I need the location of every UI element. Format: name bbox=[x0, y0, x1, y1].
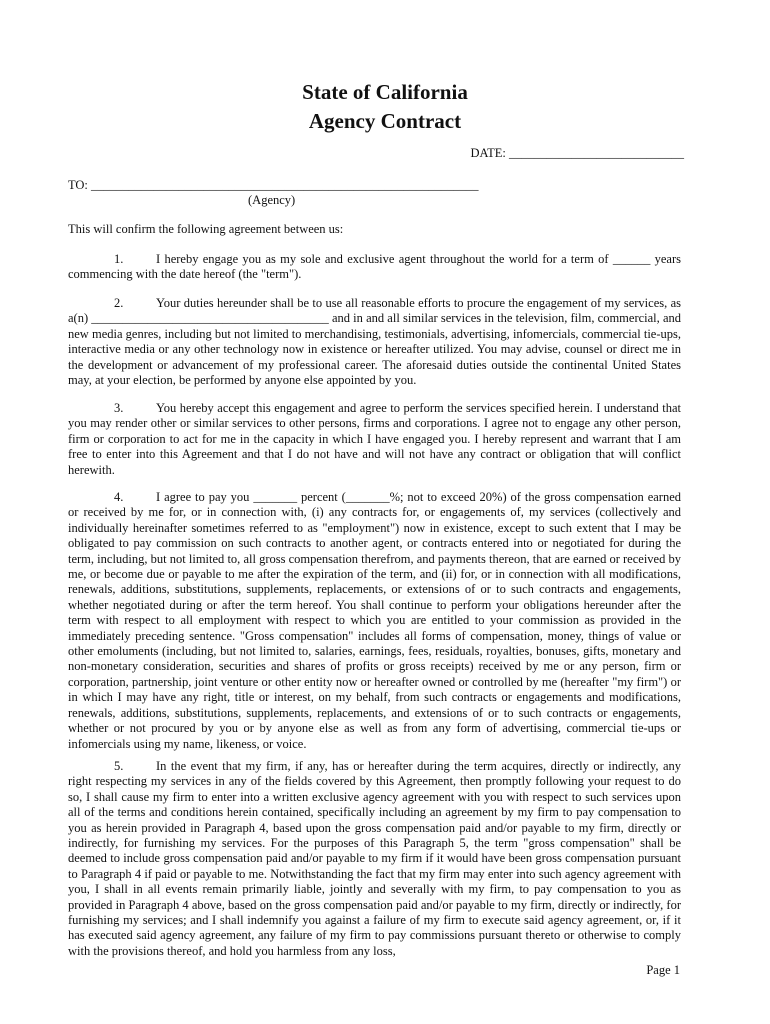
paragraph-text: You hereby accept this engagement and agree to perform the services specified herein. I understand that you may render other or similar services to other persons, firms and corporations. I agree not to engage any other person, firm or corporation to act for me in the capacity in which I have engaged you. I hereby represent and warrant that I am free to enter into this Agreement and that I do not have and will not have any contract or obligation that will conflict herewith. bbox=[68, 401, 681, 477]
document-subtitle: Agency Contract bbox=[308, 109, 462, 133]
paragraph-3 bbox=[68, 401, 681, 478]
agency-label: (Agency) bbox=[248, 193, 296, 207]
paragraph-number: 1. bbox=[114, 252, 124, 266]
paragraph-4 bbox=[68, 490, 681, 752]
paragraph-2 bbox=[68, 296, 681, 388]
paragraph-text: I agree to pay you _______ percent (_______%; not to exceed 20%) of the gross compensation earned or received by me for, or in connection with, (i) any contracts for, or engagements of, my services (collectively and individually hereinafter sometimes referred to as "employment") now in existence, except to such extent that I may be obligated to pay commission on such contracts to another agent, or contracts entered into or negotiated for during the term, including, but not limited to, all gross compensation therefrom, and payments thereon, that are earned or received by me, or become due or payable to me after the expiration of the term, and (ii) for, or in connection with all modifications, renewals, additions, substitutions, supplements, replacements, or extensions of or to such contracts and engagements, whether negotiated during or after the term hereof. You shall continue to perform your obligations hereunder after the term with respect to all employment with respect to which you are entitled to your commission as provided in the immediately preceding sentence. "Gross compensation" includes all forms of compensation, money, things of value or other emoluments (including, but not limited to, salaries, earnings, fees, residuals, royalties, bonuses, gifts, monetary and non-monetary consideration, securities and shares of profits or gross receipts) received by me or any person, firm or corporation, partnership, joint venture or other entity now or hereafter owned or controlled by me (hereafter "my firm") or in which I may have any right, title or interest, on my behalf, from such contracts or engagements and modifications, renewals, additions, substitutions, supplements, replacements, and extensions of or to such contracts or engagements, whether or not procured by you or by anyone else as well as from any form of advertising, commercial tie-ups or infomercials using my name, likeness, or voice. bbox=[68, 490, 681, 751]
paragraph-text: In the event that my firm, if any, has or hereafter during the term acquires, directly or indirectly, any right respecting my services in any of the fields covered by this Agreement, then promptly following your request to do so, I shall cause my firm to enter into a written exclusive agency agreement with you with respect to such services upon all of the terms and conditions herein contained, specifically including an agreement by my firm to pay compensation to you as herein provided in Paragraph 4, based upon the gross compensation paid and/or payable to my firm, directly or indirectly, for furnishing my services. For the purposes of this Paragraph 5, the term "gross compensation" shall be deemed to include gross compensation paid and/or payable to my firm if it would have been gross compensation pursuant to Paragraph 4 if paid or payable to me. Notwithstanding the fact that my firm may enter into such agency agreement with you, I shall in all events remain primarily liable, jointly and severally with my firm, to pay compensation to you as provided in Paragraph 4 above, based on the gross compensation paid and/or payable to my firm, directly or indirectly, for furnishing my services; and I shall indemnify you against a failure of my firm to execute said agency agreement, or, if it has executed said agency agreement, any failure of my firm to pay commissions pursuant thereto or otherwise to comply with the provisions thereof, and hold you harmless from any loss, bbox=[68, 759, 681, 958]
paragraph-text: Your duties hereunder shall be to use all reasonable efforts to procure the engagement of my services, as a(n) ______________________________________ and in and all similar services in the television, film, commercial, and new media genres, including but not limited to merchandising, testimonials, advertising, infomercials, commercial tie-ups, interactive media or any other technology now in existence or hereafter utilized. You may advise, counsel or direct me in the development or advancement of my professional career. The aforesaid duties outside the continental United States may, at your election, be performed by anyone else appointed by you. bbox=[68, 296, 681, 388]
paragraph-5 bbox=[68, 759, 681, 959]
document-title: State of California bbox=[302, 80, 468, 104]
page-number: Page 1 bbox=[646, 963, 680, 977]
paragraph-text: I hereby engage you as my sole and exclusive agent throughout the world for a term of ______ years commencing with the date hereof (the "term"). bbox=[68, 252, 681, 282]
paragraph-1 bbox=[68, 252, 681, 283]
intro-text: This will confirm the following agreement between us: bbox=[68, 222, 344, 236]
paragraph-number: 3. bbox=[114, 401, 124, 415]
paragraph-number: 2. bbox=[114, 296, 124, 310]
paragraph-number: 4. bbox=[114, 490, 124, 504]
date-line: DATE: ____________________________ bbox=[470, 146, 684, 160]
paragraph-number: 5. bbox=[114, 759, 124, 773]
to-line: TO: ______________________________________________________________ bbox=[68, 178, 479, 192]
